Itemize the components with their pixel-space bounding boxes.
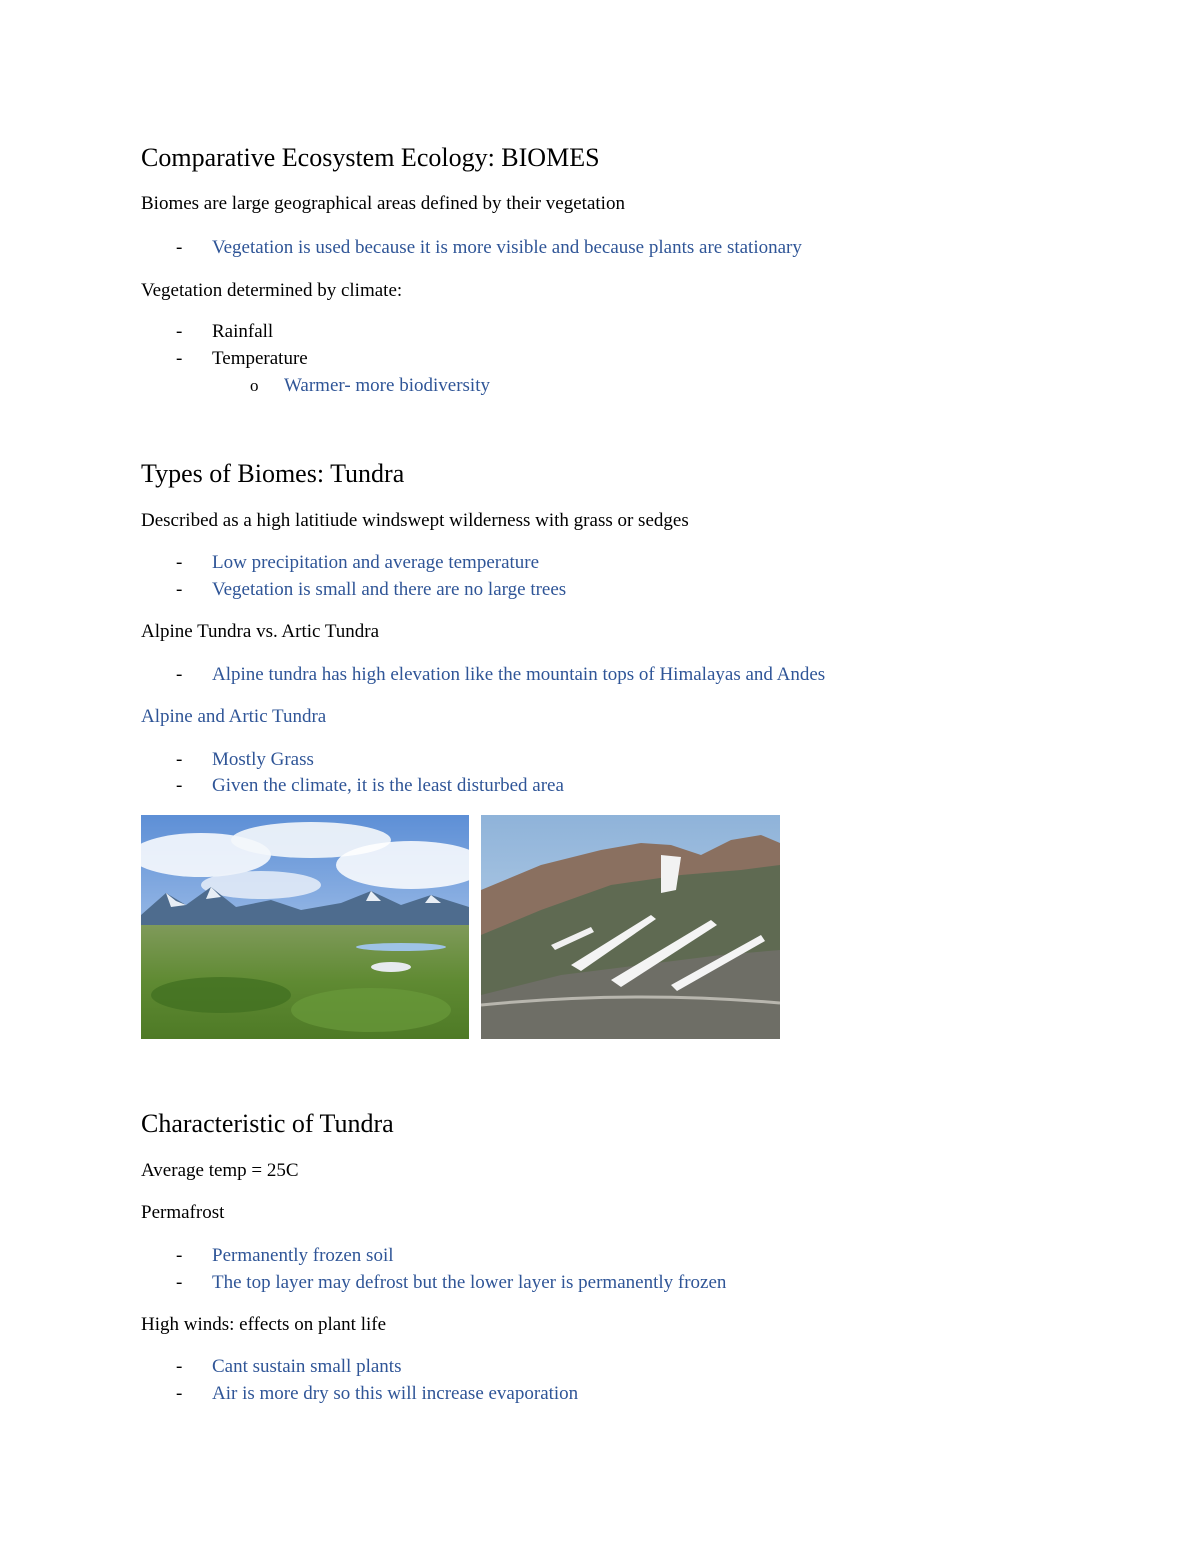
- bullet-item: Alpine tundra has high elevation like the mountain tops of Himalayas and Andes: [212, 664, 826, 685]
- alpine-tundra-photo: [481, 815, 780, 1039]
- sub-bullet-marker: o: [250, 376, 259, 395]
- bullet-item: The top layer may defrost but the lower layer is permanently frozen: [212, 1272, 727, 1293]
- bullet-dash: -: [176, 237, 183, 258]
- paragraph-both-tundra: Alpine and Artic Tundra: [141, 706, 327, 727]
- paragraph-average-temp: Average temp = 25C: [141, 1160, 299, 1181]
- arctic-tundra-illustration: [141, 815, 469, 1039]
- paragraph-comparison: Alpine Tundra vs. Artic Tundra: [141, 621, 380, 642]
- paragraph-high-winds: High winds: effects on plant life: [141, 1314, 387, 1335]
- paragraph-biomes-intro: Biomes are large geographical areas defined by their vegetation: [141, 193, 625, 214]
- heading-characteristics: Characteristic of Tundra: [141, 1109, 394, 1138]
- paragraph-climate: Vegetation determined by climate:: [141, 280, 403, 301]
- bullet-item: Vegetation is small and there are no large trees: [212, 579, 567, 600]
- paragraph-permafrost: Permafrost: [141, 1202, 225, 1223]
- bullet-item: Vegetation is used because it is more visible and because plants are stationary: [212, 237, 802, 258]
- bullet-dash: -: [176, 1245, 183, 1266]
- sub-bullet-item: Warmer- more biodiversity: [284, 375, 490, 396]
- bullet-item: Rainfall: [212, 321, 274, 342]
- bullet-dash: -: [176, 579, 183, 600]
- alpine-tundra-illustration: [481, 815, 780, 1039]
- bullet-item: Given the climate, it is the least disturbed area: [212, 775, 564, 796]
- bullet-item: Low precipitation and average temperature: [212, 552, 540, 573]
- bullet-dash: -: [176, 775, 183, 796]
- arctic-tundra-photo: [141, 815, 469, 1039]
- heading-tundra: Types of Biomes: Tundra: [141, 459, 405, 488]
- bullet-item: Cant sustain small plants: [212, 1356, 402, 1377]
- bullet-item: Mostly Grass: [212, 749, 314, 770]
- bullet-item: Air is more dry so this will increase evaporation: [212, 1383, 579, 1404]
- bullet-dash: -: [176, 749, 183, 770]
- bullet-dash: -: [176, 552, 183, 573]
- bullet-dash: -: [176, 1272, 183, 1293]
- paragraph-tundra-description: Described as a high latitiude windswept wilderness with grass or sedges: [141, 510, 689, 531]
- bullet-item: Temperature: [212, 348, 308, 369]
- heading-biomes: Comparative Ecosystem Ecology: BIOMES: [141, 143, 600, 172]
- bullet-dash: -: [176, 348, 183, 369]
- bullet-dash: -: [176, 664, 183, 685]
- bullet-dash: -: [176, 321, 183, 342]
- bullet-dash: -: [176, 1356, 183, 1377]
- bullet-item: Permanently frozen soil: [212, 1245, 394, 1266]
- bullet-dash: -: [176, 1383, 183, 1404]
